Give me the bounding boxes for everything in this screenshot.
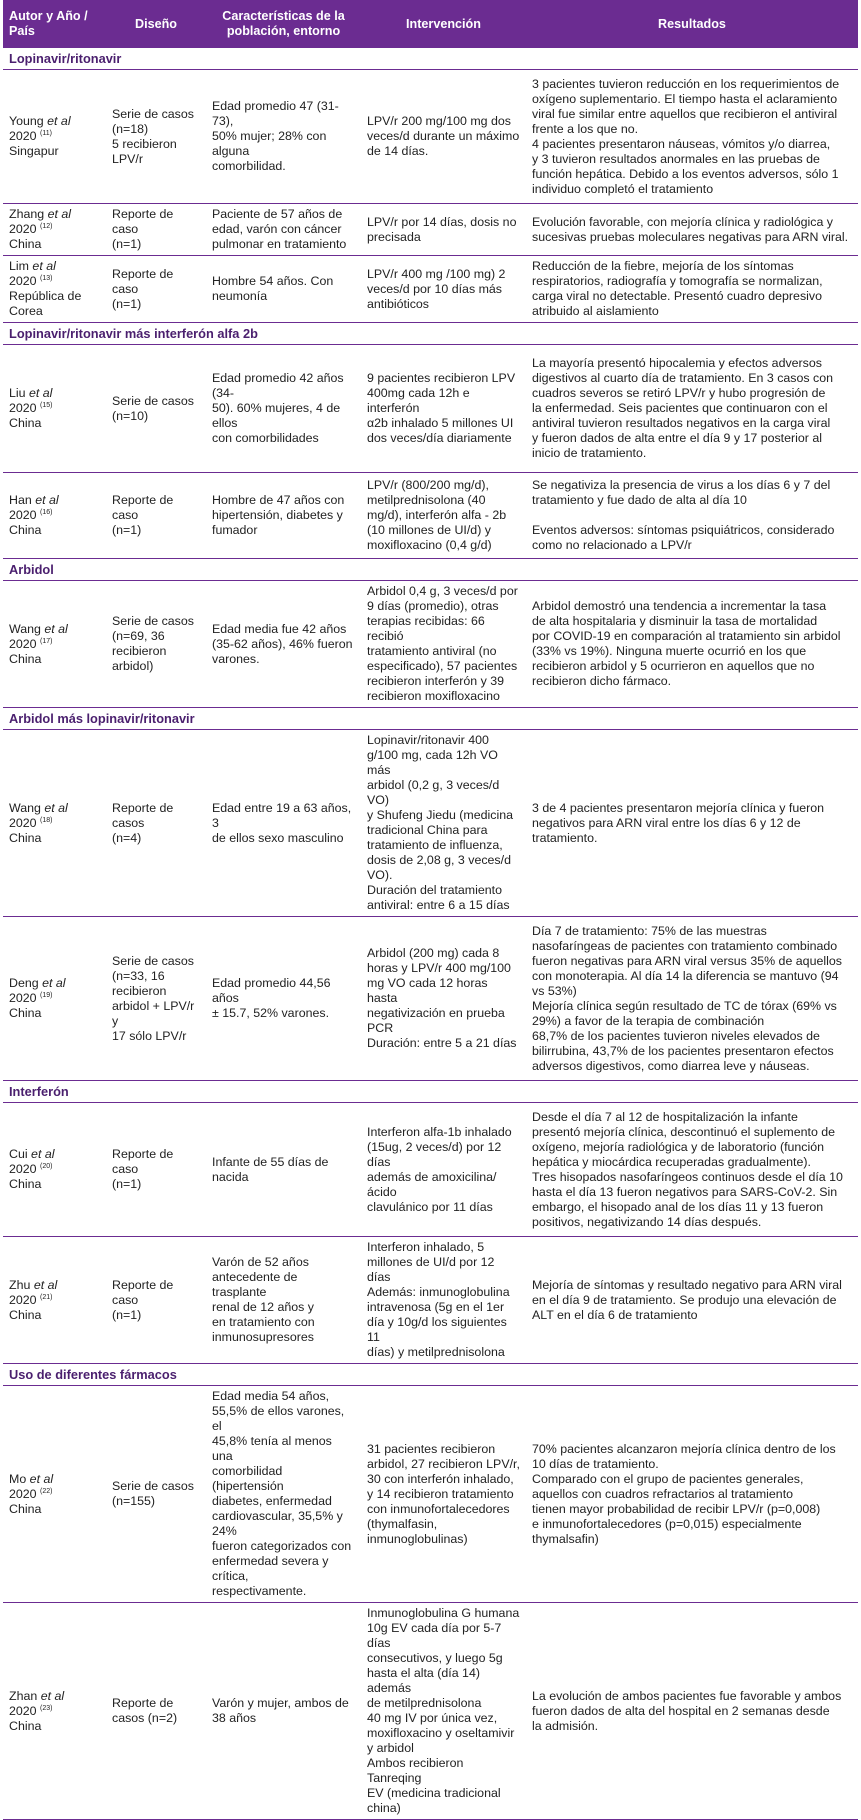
author-name: Zhan: [9, 1688, 38, 1703]
population-cell: Edad media 54 años, 55,5% de ellos varones, el 45,8% tenía al menos una comorbilidad (hipertensión diabetes, enfermedad cardiovascular, 35,5% y 24% fueron categorizados con enfermedad severa y crítica, respectivamente.: [206, 1386, 361, 1603]
et-al: et al: [29, 386, 53, 400]
section-row: [3, 1081, 858, 1103]
results-cell: La mayoría presentó hipocalemia y efectos adversos digestivos al cuarto día de tratamiento. En 3 casos con cuadros severos se retiró LPV/r y hubo progresión de la enfermedad. Seis pacientes que continuaron con el antiviral tuvieron resultados negativos en la carga viral y fueron dados de alta entre el día 9 y 17 posterior al inicio de tratamiento.: [526, 345, 858, 473]
author-cell: [3, 1103, 106, 1237]
reference-number: (16): [40, 508, 53, 516]
reference-number: (19): [40, 991, 53, 999]
design-cell: Reporte de caso (n=1): [106, 1237, 206, 1364]
studies-table: [3, 0, 858, 1820]
et-al: et al: [44, 621, 68, 636]
population-cell: Paciente de 57 años de edad, varón con cáncer pulmonar en tratamiento: [206, 204, 361, 256]
reference-number: (22): [40, 1487, 53, 1495]
intervention-cell: Interferon alfa-1b inhalado (15ug, 2 veces/d) por 12 días además de amoxicilina/ácido clavulánico por 11 días: [361, 1103, 526, 1237]
author-cell: [3, 917, 106, 1081]
section-title: Interferón: [3, 1081, 858, 1103]
author-name: Liu: [9, 386, 26, 400]
country: China: [9, 1501, 42, 1516]
et-al: et al: [44, 800, 68, 815]
author-cell: [3, 345, 106, 473]
population-cell: Edad promedio 44,56 años ± 15.7, 52% varones.: [206, 917, 361, 1081]
results-cell: Evolución favorable, con mejoría clínica y radiológica y sucesivas pruebas moleculares negativas para ARN viral.: [526, 204, 858, 256]
reference-number: (17): [40, 637, 53, 645]
results-cell: Mejoría de síntomas y resultado negativo para ARN viral en el día 9 de tratamiento. Se produjo una elevación de ALT en el día 6 de tratamiento: [526, 1237, 858, 1364]
author-name: Han: [9, 493, 32, 507]
design-cell: Serie de casos (n=10): [106, 345, 206, 473]
et-al: et al: [40, 1688, 65, 1703]
year: 2020: [9, 1162, 37, 1176]
results-cell: 3 pacientes tuvieron reducción en los requerimientos de oxígeno suplementario. El tiempo hasta el aclaramiento viral fue similar entre aquellos que recibieron el antiviral frente a los que no. 4 pacientes presentaron náuseas, vómitos y/o diarrea, y 3 tuvieron resultados anormales en las pruebas de función hepática. Debido a los eventos adversos, sólo 1 individuo completó el tratamiento: [526, 70, 858, 204]
header-design: Diseño: [106, 0, 206, 48]
table-body: [3, 48, 858, 1820]
table-header: [3, 0, 858, 48]
country: China: [9, 416, 42, 430]
section-row: [3, 48, 858, 70]
intervention-cell: Lopinavir/ritonavir 400 g/100 mg, cada 12h VO más arbidol (0,2 g, 3 veces/d VO) y Shufeng Jiedu (medicina tradicional China para tratamiento de influenza, dosis de 2,08 g, 3 veces/d VO). Duración del tratamiento antiviral: entre 6 a 15 días: [361, 730, 526, 917]
author-cell: [3, 473, 106, 559]
author-name: Wang: [9, 800, 41, 815]
author-name: Wang: [9, 621, 41, 636]
design-cell: Reporte de casos (n=4): [106, 730, 206, 917]
section-row: [3, 708, 858, 730]
intervention-cell: LPV/r 400 mg /100 mg) 2 veces/d por 10 días más antibióticos: [361, 256, 526, 323]
intervention-cell: 31 pacientes recibieron arbidol, 27 recibieron LPV/r, 30 con interferón inhalado, y 14 recibieron tratamiento con inmunofortalecedores (thymalfasin, inmunoglobulinas): [361, 1386, 526, 1603]
author-name: Zhang: [9, 207, 45, 221]
table-row: [3, 917, 858, 1081]
table-row: [3, 473, 858, 559]
intervention-cell: LPV/r por 14 días, dosis no precisada: [361, 204, 526, 256]
design-cell: Reporte de casos (n=2): [106, 1603, 206, 1820]
table-row: [3, 581, 858, 708]
table-row: [3, 204, 858, 256]
reference-number: (18): [40, 816, 53, 824]
population-cell: Edad promedio 42 años (34- 50). 60% mujeres, 4 de ellos con comorbilidades: [206, 345, 361, 473]
section-row: [3, 559, 858, 581]
author-cell: [3, 256, 106, 323]
table-row: [3, 345, 858, 473]
country: Singapur: [9, 144, 59, 158]
year: 2020: [9, 1486, 37, 1501]
author-cell: [3, 581, 106, 708]
year: 2020: [9, 636, 37, 651]
section-row: [3, 323, 858, 345]
population-cell: Varón de 52 años antecedente de trasplante renal de 12 años y en tratamiento con inmunosupresores: [206, 1237, 361, 1364]
design-cell: Serie de casos (n=18) 5 recibieron LPV/r: [106, 70, 206, 204]
population-cell: Edad media fue 42 años (35-62 años), 46% fueron varones.: [206, 581, 361, 708]
reference-number: (11): [40, 129, 52, 137]
reference-number: (20): [40, 1162, 53, 1170]
author-cell: [3, 1603, 106, 1820]
et-al: et al: [32, 259, 56, 273]
intervention-cell: LPV/r (800/200 mg/d), metilprednisolona (40 mg/d), interferón alfa - 2b (10 millones de UI/d) y moxifloxacino (0,4 g/d): [361, 473, 526, 559]
et-al: et al: [47, 207, 72, 221]
author-cell: [3, 1237, 106, 1364]
intervention-cell: LPV/r 200 mg/100 mg dos veces/d durante un máximo de 14 días.: [361, 70, 526, 204]
intervention-cell: 9 pacientes recibieron LPV 400mg cada 12h e interferón α2b inhalado 5 millones UI dos veces/día diariamente: [361, 345, 526, 473]
year: 2020: [9, 274, 37, 288]
country: China: [9, 1718, 42, 1733]
year: 2020: [9, 991, 37, 1005]
et-al: et al: [42, 976, 66, 990]
section-title: Arbidol: [3, 559, 858, 581]
design-cell: Serie de casos (n=33, 16 recibieron arbidol + LPV/r y 17 sólo LPV/r: [106, 917, 206, 1081]
reference-number: (12): [40, 222, 53, 230]
results-cell: Arbidol demostró una tendencia a incrementar la tasa de alta hospitalaria y disminuir la tasa de mortalidad por COVID-19 en comparación al tratamiento sin arbidol (33% vs 19%). Ninguna muerte ocurrió en los que recibieron arbidol y 5 ocurrieron en aquellos que no recibieron dicho fármaco.: [526, 581, 858, 708]
author-name: Cui: [9, 1147, 28, 1161]
section-title: Lopinavir/ritonavir más interferón alfa 2b: [3, 323, 858, 345]
population-cell: Varón y mujer, ambos de 38 años: [206, 1603, 361, 1820]
reference-number: (23): [40, 1704, 53, 1712]
country: China: [9, 1177, 42, 1191]
design-cell: Reporte de caso (n=1): [106, 204, 206, 256]
intervention-cell: Inmunoglobulina G humana 10g EV cada día por 5-7 días consecutivos, y luego 5g hasta el alta (día 14) además de metilprednisolona 40 mg IV por única vez, moxifloxacino y oseltamivir y arbidol Ambos recibieron Tanreqing EV (medicina tradicional china): [361, 1603, 526, 1820]
header-results: Resultados: [526, 0, 858, 48]
header-intervention: Intervención: [361, 0, 526, 48]
author-cell: [3, 204, 106, 256]
intervention-cell: Interferon inhalado, 5 millones de UI/d por 12 días Además: inmunoglobulina intravenosa (5g en el 1er día y 10g/d los siguientes 11 días) y metilprednisolona: [361, 1237, 526, 1364]
table-row: [3, 730, 858, 917]
reference-number: (15): [40, 401, 53, 409]
population-cell: Hombre 54 años. Con neumonía: [206, 256, 361, 323]
header-author: Autor y Año / País: [3, 0, 106, 48]
table-row: [3, 1603, 858, 1820]
population-cell: Infante de 55 días de nacida: [206, 1103, 361, 1237]
population-cell: Edad promedio 47 (31-73), 50% mujer; 28% con alguna comorbilidad.: [206, 70, 361, 204]
et-al: et al: [31, 1147, 55, 1161]
section-title: Arbidol más lopinavir/ritonavir: [3, 708, 858, 730]
author-name: Mo: [9, 1471, 27, 1486]
author-name: Zhu: [9, 1277, 31, 1292]
population-cell: Hombre de 47 años con hipertensión, diabetes y fumador: [206, 473, 361, 559]
results-cell: Se negativiza la presencia de virus a los días 6 y 7 del tratamiento y fue dado de alta al día 10 Eventos adversos: síntomas psiquiátricos, considerado como no relacionado a LPV/r: [526, 473, 858, 559]
author-cell: [3, 730, 106, 917]
country: China: [9, 651, 42, 666]
results-cell: 3 de 4 pacientes presentaron mejoría clínica y fueron negativos para ARN viral entre los días 6 y 12 de tratamiento.: [526, 730, 858, 917]
reference-number: (21): [40, 1293, 53, 1301]
country: China: [9, 830, 42, 845]
table-row: [3, 1237, 858, 1364]
results-cell: Reducción de la fiebre, mejoría de los síntomas respiratorios, radiografía y tomografía se normalizan, carga viral no detectable. Presentó cuadro depresivo atribuido al aislamiento: [526, 256, 858, 323]
country: China: [9, 523, 42, 537]
section-title: Uso de diferentes fármacos: [3, 1364, 858, 1386]
header-population: Características de la población, entorno: [206, 0, 361, 48]
intervention-cell: Arbidol (200 mg) cada 8 horas y LPV/r 400 mg/100 mg VO cada 12 horas hasta negativización en prueba PCR Duración: entre 5 a 21 días: [361, 917, 526, 1081]
year: 2020: [9, 222, 37, 236]
design-cell: Reporte de caso (n=1): [106, 256, 206, 323]
design-cell: Serie de casos (n=69, 36 recibieron arbidol): [106, 581, 206, 708]
year: 2020: [9, 129, 37, 143]
population-cell: Edad entre 19 a 63 años, 3 de ellos sexo masculino: [206, 730, 361, 917]
table-row: [3, 1103, 858, 1237]
table-row: [3, 1386, 858, 1603]
section-title: Lopinavir/ritonavir: [3, 48, 858, 70]
design-cell: Reporte de caso (n=1): [106, 473, 206, 559]
author-name: Lim: [9, 259, 29, 273]
author-name: Young: [9, 114, 44, 128]
year: 2020: [9, 815, 37, 830]
et-al: et al: [35, 493, 59, 507]
et-al: et al: [47, 114, 71, 128]
results-cell: La evolución de ambos pacientes fue favorable y ambos fueron dados de alta del hospital en 2 semanas desde la admisión.: [526, 1603, 858, 1820]
country: China: [9, 1307, 42, 1322]
year: 2020: [9, 1703, 37, 1718]
table-row: [3, 70, 858, 204]
author-cell: [3, 70, 106, 204]
design-cell: Serie de casos (n=155): [106, 1386, 206, 1603]
results-cell: Desde el día 7 al 12 de hospitalización la infante presentó mejoría clínica, descontinuó el suplemento de oxígeno, mejoría radiológica y de laboratorio (función hepática y miocárdica recuperadas gradualmente). Tres hisopados nasofaríngeos continuos desde el día 10 hasta el día 13 fueron negativos para SARS-CoV-2. Sin embargo, el hisopado anal de los días 11 y 13 fueron positivos, negativizando 14 días después.: [526, 1103, 858, 1237]
intervention-cell: Arbidol 0,4 g, 3 veces/d por 9 días (promedio), otras terapias recibidas: 66 recibió tratamiento antiviral (no especificado), 57 pacientes recibieron interferón y 39 recibieron moxifloxacino: [361, 581, 526, 708]
year: 2020: [9, 508, 37, 522]
author-name: Deng: [9, 976, 39, 990]
table-row: [3, 256, 858, 323]
year: 2020: [9, 401, 37, 415]
section-row: [3, 1364, 858, 1386]
results-cell: 70% pacientes alcanzaron mejoría clínica dentro de los 10 días de tratamiento. Comparado con el grupo de pacientes generales, aquellos con cuadros refractarios al tratamiento tienen mayor probabilidad de recibir LPV/r (p=0,008) e inmunofortalecedores (p=0,015) especialmente thymalsafin): [526, 1386, 858, 1603]
year: 2020: [9, 1292, 37, 1307]
reference-number: (13): [40, 274, 53, 282]
design-cell: Reporte de caso (n=1): [106, 1103, 206, 1237]
author-cell: [3, 1386, 106, 1603]
country: China: [9, 237, 42, 251]
country: China: [9, 1006, 42, 1020]
et-al: et al: [29, 1471, 54, 1486]
et-al: et al: [33, 1277, 58, 1292]
results-cell: Día 7 de tratamiento: 75% de las muestras nasofaríngeas de pacientes con tratamiento combinado fueron negativas para ARN viral versus 35% de aquellos con monoterapia. Al día 14 la diferencia se mantuvo (94 vs 53%) Mejoría clínica según resultado de TC de tórax (69% vs 29%) a favor de la terapia de combinación 68,7% de los pacientes tuvieron niveles elevados de bilirrubina, 43,7% de los pacientes presentaron efectos adversos digestivos, como diarrea leve y náuseas.: [526, 917, 858, 1081]
country: República de Corea: [9, 289, 82, 318]
